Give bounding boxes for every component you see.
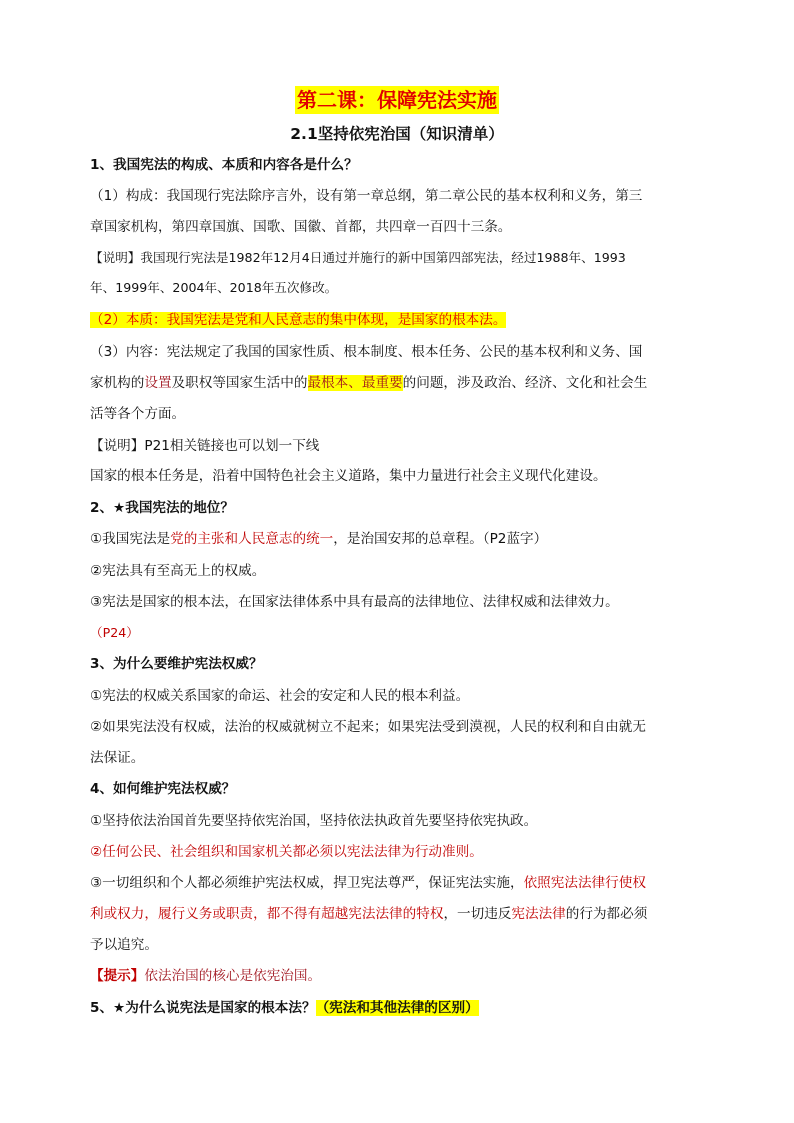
q1-note-line1: 【说明】我国现行宪法是1982年12月4日通过并施行的新中国第四部宪法，经过1988年、1993 bbox=[90, 250, 626, 265]
q5-heading-text: 5、★为什么说宪法是国家的根本法？ bbox=[90, 1000, 316, 1016]
q1-p2-body: 我国宪法是党和人民意志的集中体现，是国家的根本法。 bbox=[166, 312, 507, 328]
q1-note2: 【说明】P21相关链接也可以划一下线 bbox=[90, 438, 320, 454]
q4-item3-l2-a: 利或权力，履行义务或职责，都不得有超越宪法法律的特权 bbox=[90, 906, 444, 922]
q5-heading bbox=[90, 998, 479, 1018]
q2-item1 bbox=[90, 529, 547, 549]
q1-p1-line1: （1）构成：我国现行宪法除序言外，设有第一章总纲，第二章公民的基本权利和义务，第三 bbox=[90, 188, 643, 204]
q1-p3-line1: （3）内容：宪法规定了我国的国家性质、根本制度、根本任务、公民的基本权利和义务、国 bbox=[90, 344, 643, 360]
q4-item3-l2-c: 宪法法律 bbox=[511, 906, 566, 922]
q1-p3-seg-a: 家机构的 bbox=[90, 375, 145, 391]
q1-note-line2: 年、1999年、2004年、2018年五次修改。 bbox=[90, 280, 338, 295]
q4-item3-l1-b: 依照宪法法律行使权 bbox=[523, 875, 646, 891]
q2-item2: ②宪法具有至高无上的权威。 bbox=[90, 563, 266, 579]
q4-item3-line3: 予以追究。 bbox=[90, 937, 158, 953]
q1-p3-seg-c: 及职权等国家生活中的 bbox=[171, 375, 308, 391]
q1-note2-body: 国家的根本任务是，沿着中国特色社会主义道路，集中力量进行社会主义现代化建设。 bbox=[90, 468, 607, 484]
q1-p3-seg-e: 的问题，涉及政治、经济、文化和社会生 bbox=[402, 375, 648, 391]
q1-p2-prefix: （2）本质： bbox=[90, 312, 167, 328]
q3-item2-line2: 法保证。 bbox=[90, 750, 145, 766]
q4-item3-l2-d: 的行为都必须 bbox=[565, 906, 648, 922]
q2-item3: ③宪法是国家的根本法，在国家法律体系中具有最高的法律地位、法律权威和法律效力。 bbox=[90, 594, 619, 610]
q1-p2 bbox=[90, 310, 506, 330]
q2-page-ref: （P24） bbox=[90, 625, 139, 640]
page-title: 第二课：保障宪法实施 bbox=[297, 88, 497, 112]
q3-heading: 3、为什么要维护宪法权威？ bbox=[90, 656, 263, 672]
q2-item1-c: ，是治国安邦的总章程。（P2蓝字） bbox=[333, 531, 548, 547]
q1-p3-seg-d: 最根本、最重要 bbox=[307, 375, 403, 391]
q4-item3-line2 bbox=[90, 904, 647, 924]
q4-item2: ②任何公民、社会组织和国家机关都必须以宪法法律为行动准则。 bbox=[90, 844, 483, 860]
q1-p3-seg-b: 设置 bbox=[144, 375, 172, 391]
q4-heading: 4、如何维护宪法权威？ bbox=[90, 781, 236, 797]
q1-heading: 1、我国宪法的构成、本质和内容各是什么？ bbox=[90, 157, 358, 173]
q4-item3-l2-b: ，一切违反 bbox=[443, 906, 512, 922]
q5-heading-tag: （宪法和其他法律的区别） bbox=[315, 1000, 479, 1016]
q4-tip bbox=[90, 966, 321, 986]
q4-item1: ①坚持依法治国首先要坚持依宪治国，坚持依法执政首先要坚持依宪执政。 bbox=[90, 813, 538, 829]
q4-tip-label: 【提示】 bbox=[90, 968, 145, 984]
q1-p3-line3: 活等各个方面。 bbox=[90, 406, 186, 422]
page-subtitle: 2.1坚持依宪治国（知识清单） bbox=[290, 125, 504, 143]
q1-p3-line2 bbox=[90, 373, 647, 393]
q1-p1-line2: 章国家机构，第四章国旗、国歌、国徽、首都，共四章一百四十三条。 bbox=[90, 219, 512, 235]
title-row bbox=[0, 86, 794, 114]
q4-tip-body: 依法治国的核心是依宪治国。 bbox=[144, 968, 322, 984]
q4-item3-line1 bbox=[90, 873, 646, 893]
q2-item1-a: ①我国宪法是 bbox=[90, 531, 171, 547]
q3-item1: ①宪法的权威关系国家的命运、社会的安定和人民的根本利益。 bbox=[90, 688, 470, 704]
q3-item2-line1: ②如果宪法没有权威，法治的权威就树立不起来；如果宪法受到漠视，人民的权利和自由就无 bbox=[90, 719, 646, 735]
q2-heading: 2、★我国宪法的地位？ bbox=[90, 500, 234, 516]
q2-item1-b: 党的主张和人民意志的统一 bbox=[170, 531, 334, 547]
q4-item3-l1-a: ③一切组织和个人都必须维护宪法权威，捍卫宪法尊严，保证宪法实施， bbox=[90, 875, 524, 891]
